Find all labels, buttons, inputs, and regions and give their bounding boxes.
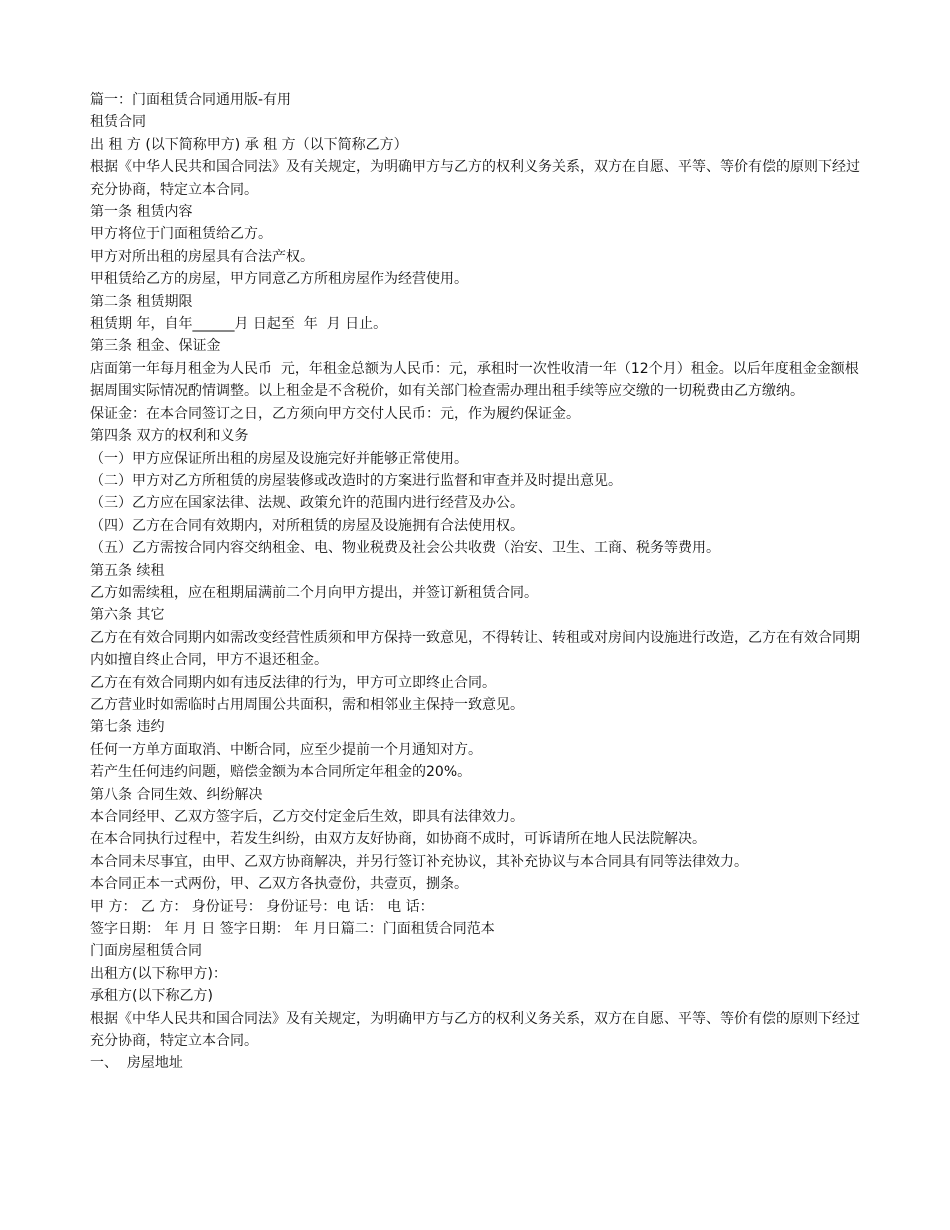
article-heading: 一、 房屋地址 (90, 1055, 183, 1072)
article-heading: 第一条 租赁内容 (90, 204, 193, 221)
list-item: （三）乙方应在国家法律、法规、政策允许的范围内进行经营及办公。 (90, 495, 524, 512)
text-line: 乙方如需续租，应在租期届满前二个月向甲方提出，并签订新租赁合同。 (90, 584, 538, 601)
list-item: （五）乙方需按合同内容交纳租金、电、物业税费及社会公共收费（治安、卫生、工商、税务等费用。 (90, 540, 720, 557)
article-heading: 第六条 其它 (90, 607, 165, 624)
contract-document (90, 89, 865, 1075)
article-heading: 第三条 租金、保证金 (90, 338, 221, 355)
lessor-line: 出租方(以下称甲方)： (90, 965, 227, 982)
article-heading: 第八条 合同生效、纠纷解决 (90, 786, 263, 803)
text-line: 甲租赁给乙方的房屋，甲方同意乙方所租房屋作为经营使用。 (90, 271, 468, 288)
text-paragraph: 乙方在有效合同期内如需改变经营性质须和甲方保持一致意见，不得转让、转租或对房间内设施进行改造，乙方在有效合同期内如擅自终止合同，甲方不退还租金。 (90, 629, 860, 669)
article-heading: 第五条 续租 (90, 562, 165, 579)
signature-date-line: 签字日期： 年 月 日 签字日期： 年 月日篇二：门面租赁合同范本 (90, 921, 495, 938)
text-line: 若产生任何违约问题，赔偿金额为本合同所定年租金的20%。 (90, 764, 472, 781)
text-line: 保证金：在本合同签订之日，乙方须向甲方交付人民币：元，作为履约保证金。 (90, 405, 580, 422)
preamble-paragraph: 根据《中华人民共和国合同法》及有关规定，为明确甲方与乙方的权利义务关系，双方在自愿、平等、等价有偿的原则下经过充分协商，特定立本合同。 (90, 1010, 860, 1050)
list-item: （一）甲方应保证所出租的房屋及设施完好并能够正常使用。 (90, 450, 468, 467)
text-line: 乙方在有效合同期内如有违反法律的行为，甲方可立即终止合同。 (90, 674, 496, 691)
parties-line: 出 租 方 (以下简称甲方) 承 租 方（以下简称乙方） (90, 136, 408, 153)
article-heading: 第七条 违约 (90, 719, 165, 736)
text-line: 本合同正本一式两份，甲、乙双方各执壹份，共壹页，捌条。 (90, 876, 468, 893)
rent-paragraph: 店面第一年每月租金为人民币 元，年租金总额为人民币：元，承租时一次性收清一年（12个月）租金。以后年度租金金额根据周围实际情况酌情调整。以上租金是不含税价，如有关部门检查需办理出租手续等应交缴的一切税费由乙方缴纳。 (90, 360, 859, 400)
text-line: 本合同经甲、乙双方签字后，乙方交付定金后生效，即具有法律效力。 (90, 809, 524, 825)
text-line: 任何一方单方面取消、中断合同，应至少提前一个月通知对方。 (90, 741, 482, 758)
text-line: 租赁期 年，自年______月 日起至 年 月 日止。 (90, 316, 388, 333)
article-heading: 第二条 租赁期限 (90, 293, 193, 310)
text-line: 在本合同执行过程中，若发生纠纷，由双方友好协商，如协商不成时，可诉请所在地人民法院解决。 (90, 831, 706, 848)
signature-fields: 甲 方： 乙 方： 身份证号： 身份证号：电 话： 电 话： (90, 898, 434, 915)
list-item: （四）乙方在合同有效期内，对所租赁的房屋及设施拥有合法使用权。 (90, 517, 524, 534)
contract-title: 门面房屋租赁合同 (90, 943, 202, 960)
lessee-line: 承租方(以下称乙方) (90, 988, 213, 1005)
preamble-paragraph: 根据《中华人民共和国合同法》及有关规定，为明确甲方与乙方的权利义务关系，双方在自愿、平等、等价有偿的原则下经过充分协商，特定立本合同。 (90, 159, 860, 198)
text-line: 乙方营业时如需临时占用周围公共面积，需和相邻业主保持一致意见。 (90, 696, 524, 713)
section-title: 篇一：门面租赁合同通用版-有用 (90, 92, 292, 108)
text-line: 甲方对所出租的房屋具有合法产权。 (90, 248, 314, 265)
article-heading: 第四条 双方的权利和义务 (90, 428, 249, 445)
text-line: 甲方将位于门面租赁给乙方。 (90, 226, 272, 243)
contract-title: 租赁合同 (90, 114, 146, 131)
text-line: 本合同未尽事宜，由甲、乙双方协商解决，并另行签订补充协议，其补充协议与本合同具有同等法律效力。 (90, 853, 748, 870)
list-item: （二）甲方对乙方所租赁的房屋装修或改造时的方案进行监督和审查并及时提出意见。 (90, 472, 622, 489)
